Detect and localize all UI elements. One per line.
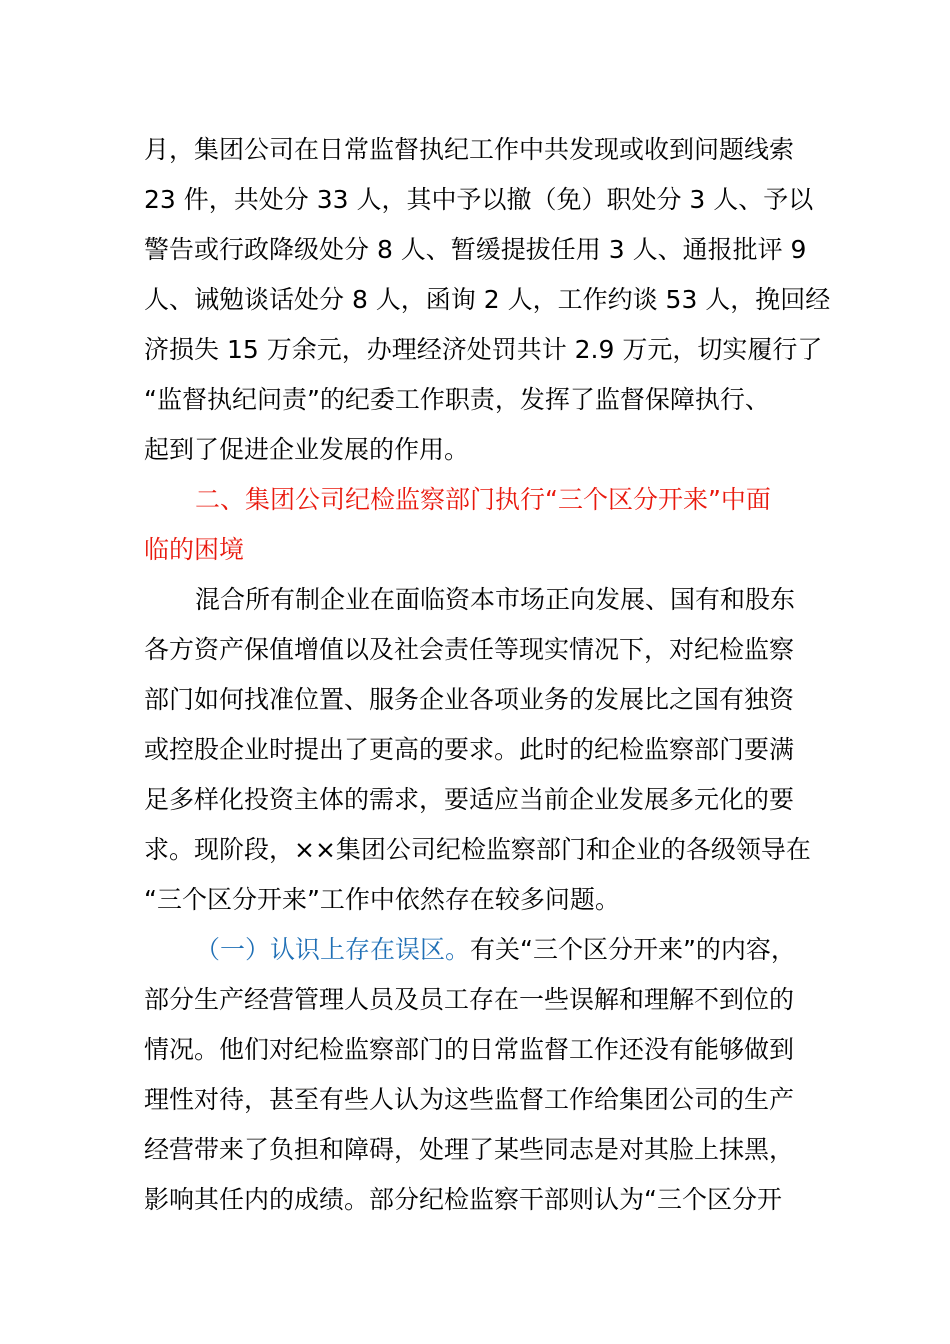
paragraph-line: 影响其任内的成绩。部分纪检监察干部则认为“三个区分开 xyxy=(144,1185,782,1214)
paragraph-line: “监督执纪问责”的纪委工作职责，发挥了监督保障执行、 xyxy=(144,385,770,414)
paragraph-line: 部门如何找准位置、服务企业各项业务的发展比之国有独资 xyxy=(144,685,795,714)
paragraph-line: 情况。他们对纪检监察部门的日常监督工作还没有能够做到 xyxy=(144,1035,795,1064)
paragraph-line xyxy=(195,935,796,965)
subsection-heading: （一）认识上存在误区。 xyxy=(195,935,471,964)
paragraph-line: 23 件，共处分 33 人，其中予以撤（免）职处分 3 人、予以 xyxy=(144,185,814,214)
paragraph-line: 月，集团公司在日常监督执纪工作中共发现或收到问题线索 xyxy=(144,135,795,164)
section-heading: 临的困境 xyxy=(144,535,245,564)
paragraph-line: 济损失 15 万余元，办理经济处罚共计 2.9 万元，切实履行了 xyxy=(144,335,823,364)
section-heading: 二、集团公司纪检监察部门执行“三个区分开来”中面 xyxy=(195,485,771,514)
paragraph-line: 各方资产保值增值以及社会责任等现实情况下，对纪检监察 xyxy=(144,635,795,664)
paragraph-line: 理性对待，甚至有些人认为这些监督工作给集团公司的生产 xyxy=(144,1085,795,1114)
paragraph-line: 起到了促进企业发展的作用。 xyxy=(144,435,470,464)
paragraph-line: 或控股企业时提出了更高的要求。此时的纪检监察部门要满 xyxy=(144,735,795,764)
paragraph-text: 有关“三个区分开来”的内容， xyxy=(470,935,796,964)
paragraph-line: 求。现阶段，××集团公司纪检监察部门和企业的各级领导在 xyxy=(144,835,811,864)
paragraph-line: 警告或行政降级处分 8 人、暂缓提拔任用 3 人、通报批评 9 xyxy=(144,235,807,264)
paragraph-line: 部分生产经营管理人员及员工存在一些误解和理解不到位的 xyxy=(144,985,795,1014)
paragraph-line: 足多样化投资主体的需求，要适应当前企业发展多元化的要 xyxy=(144,785,795,814)
paragraph-line: 混合所有制企业在面临资本市场正向发展、国有和股东 xyxy=(195,585,796,614)
paragraph-line: “三个区分开来”工作中依然存在较多问题。 xyxy=(144,885,620,914)
paragraph-line: 人、诫勉谈话处分 8 人，函询 2 人，工作约谈 53 人，挽回经 xyxy=(144,285,831,314)
paragraph-line: 经营带来了负担和障碍，处理了某些同志是对其脸上抹黑， xyxy=(144,1135,795,1164)
